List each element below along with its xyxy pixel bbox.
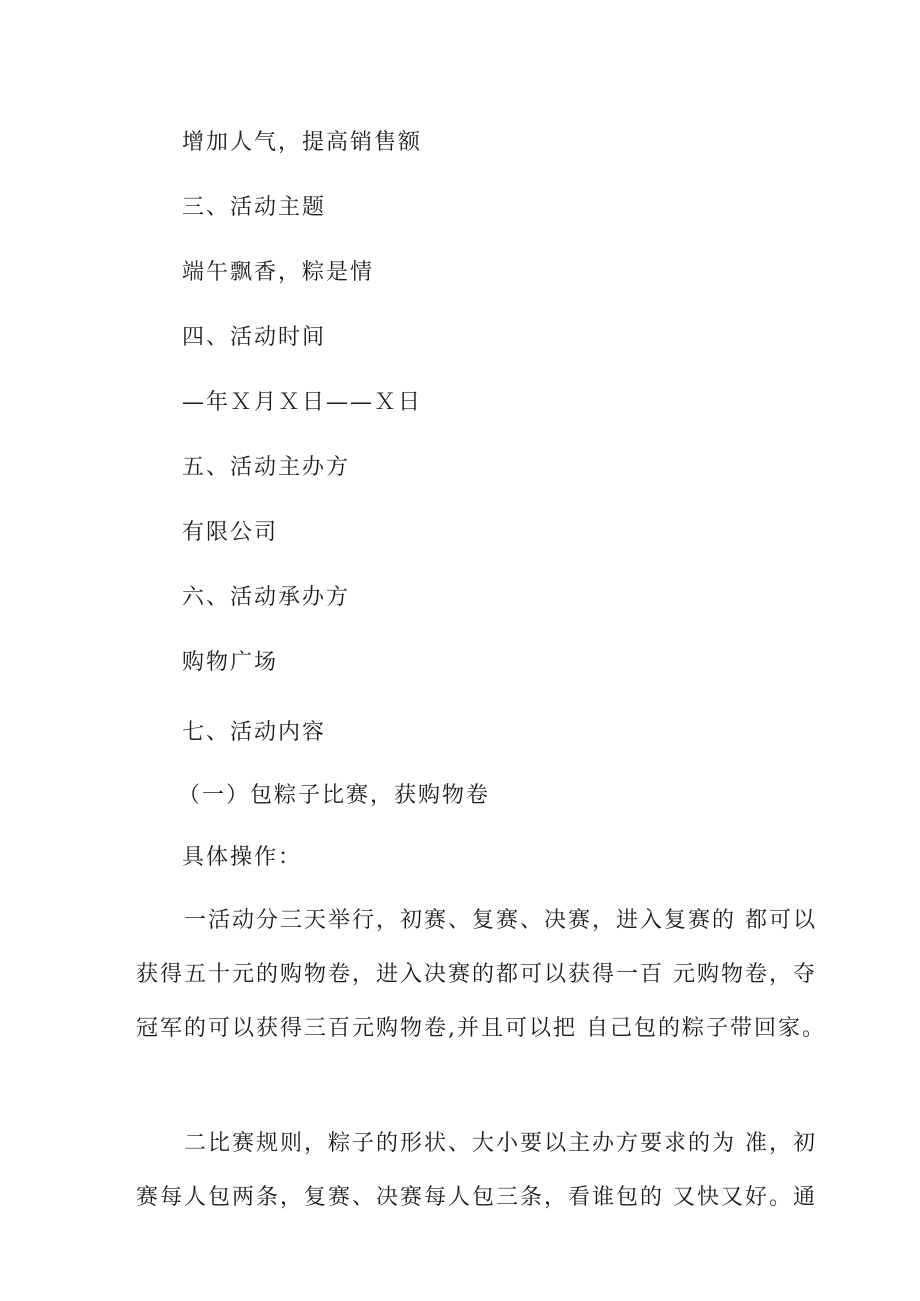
text-line-specific-operation: 具体操作： [182, 845, 303, 870]
text-line-organizer: 有限公司 [182, 520, 279, 545]
text-line-time: —年Ｘ月Ｘ日——Ｘ日 [182, 390, 423, 415]
paragraph-row: 一活动分三天举行，初赛、复赛、决赛，进入复赛的 都可以 [184, 908, 817, 933]
paragraph-contest-schedule [136, 894, 826, 1056]
paragraph-row: 冠军的可以获得三百元购物卷,并且可以把 自己包的粽子带回家。 [136, 1016, 826, 1041]
paragraph-row: 获得五十元的购物卷，进入决赛的都可以获得一百 元购物卷，夺 [136, 962, 817, 987]
text-line-theme: 端午飘香，粽是情 [182, 260, 375, 285]
heading-organizer: 五、活动主办方 [182, 455, 351, 480]
heading-activity-content: 七、活动内容 [182, 720, 327, 745]
paragraph-row: 二比赛规则，粽子的形状、大小要以主办方要求的为 准，初 [184, 1131, 817, 1156]
text-line-co-organizer: 购物广场 [182, 650, 279, 675]
subheading-dumpling-contest: （一）包粽子比赛，获购物卷 [178, 783, 491, 808]
paragraph-row: 赛每人包两条，复赛、决赛每人包三条，看谁包的 又快又好。通 [136, 1185, 817, 1210]
heading-activity-time: 四、活动时间 [182, 325, 327, 350]
text-line-goal: 增加人气，提高销售额 [182, 130, 423, 155]
heading-activity-theme: 三、活动主题 [182, 195, 327, 220]
paragraph-contest-rules [136, 1117, 817, 1225]
heading-co-organizer: 六、活动承办方 [182, 585, 351, 610]
